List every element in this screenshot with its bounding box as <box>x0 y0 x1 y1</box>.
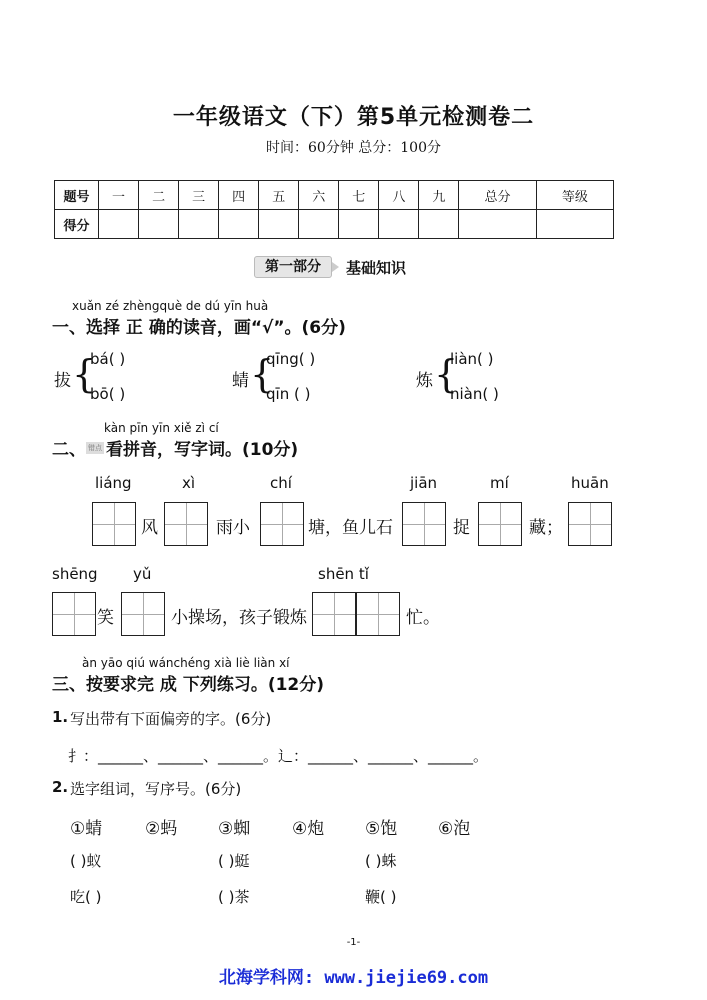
q2-stamp: 错点 <box>88 444 102 452</box>
q1-title: 一、选择 正 确的读音，画“√”。(6分) <box>52 318 346 338</box>
pinyin-label: shēn tǐ <box>318 565 369 583</box>
q3-option: ⑥泡 <box>438 819 471 839</box>
score-cell[interactable] <box>299 210 339 239</box>
writing-box[interactable] <box>356 592 400 636</box>
q3-pinyin: àn yāo qiú wánchéng xià liè liàn xí <box>82 656 290 670</box>
page-number: -1- <box>346 937 361 948</box>
q1-option[interactable]: bá( ) <box>90 350 126 368</box>
q2-text: 藏； <box>529 518 563 538</box>
writing-box[interactable] <box>478 502 522 546</box>
q2-text: 塘，鱼儿石 <box>308 518 393 538</box>
q3-sub1-answer-line[interactable]: 扌：______、______、______。辶：______、______、______。 <box>68 747 489 765</box>
score-col: 等级 <box>536 181 613 210</box>
part-label: 第一部分 <box>254 256 332 278</box>
q3-option: ⑤饱 <box>365 819 398 839</box>
q1-char-2: 蜻 <box>232 371 249 391</box>
writing-box[interactable] <box>52 592 96 636</box>
score-col: 七 <box>339 181 379 210</box>
q1-pinyin: xuǎn zé zhèngquè de dú yīn huà <box>72 299 269 313</box>
score-col: 三 <box>179 181 219 210</box>
score-table-header-row <box>55 181 614 210</box>
score-col: 九 <box>419 181 459 210</box>
score-col: 六 <box>299 181 339 210</box>
q3-title: 三、按要求完 成 下列练习。(12分) <box>52 675 325 695</box>
score-col: 二 <box>139 181 179 210</box>
pinyin-label: yǔ <box>133 565 152 583</box>
score-col: 八 <box>379 181 419 210</box>
score-cell[interactable] <box>99 210 139 239</box>
q3-blank[interactable]: 鞭( ) <box>365 888 397 906</box>
pinyin-label: shēng <box>52 565 98 583</box>
q1-option[interactable]: liàn( ) <box>450 350 494 368</box>
exam-info: 时间：60分钟 总分：100分 <box>266 140 441 156</box>
q2-text: 风 <box>141 518 158 538</box>
q3-sub1-number: 1. <box>52 708 69 726</box>
brace-icon: { <box>72 352 97 396</box>
score-cell[interactable] <box>259 210 299 239</box>
q3-blank[interactable]: ( )蜓 <box>218 852 250 870</box>
score-table-row-label: 得分 <box>55 210 99 239</box>
q1-char-3: 炼 <box>416 371 433 391</box>
brace-icon: { <box>250 352 275 396</box>
score-table-score-row <box>55 210 614 239</box>
q3-option: ③蜘 <box>218 819 251 839</box>
q3-blank[interactable]: ( )蚁 <box>70 852 102 870</box>
q2-title: 看拼音，写字词。(10分) <box>106 440 299 460</box>
page-title: 一年级语文（下）第5单元检测卷二 <box>172 105 535 130</box>
writing-box[interactable] <box>92 502 136 546</box>
q3-option: ②蚂 <box>145 819 178 839</box>
q2-pinyin: kàn pīn yīn xiě zì cí <box>104 421 219 435</box>
pinyin-label: jiān <box>410 474 438 492</box>
score-cell[interactable] <box>419 210 459 239</box>
score-cell[interactable] <box>379 210 419 239</box>
q1-char-1: 拔 <box>54 371 71 391</box>
pinyin-label: xì <box>182 474 196 492</box>
writing-box[interactable] <box>312 592 356 636</box>
pinyin-label: mí <box>490 474 509 492</box>
pinyin-label: chí <box>270 474 292 492</box>
q2-text: 捉 <box>453 518 470 538</box>
q1-option[interactable]: bō( ) <box>90 385 126 403</box>
q1-option[interactable]: qīn ( ) <box>266 385 311 403</box>
q2-text: 小操场，孩子锻炼 <box>171 608 307 628</box>
writing-box[interactable] <box>260 502 304 546</box>
writing-box[interactable] <box>402 502 446 546</box>
pinyin-label: huān <box>571 474 609 492</box>
q1-option[interactable]: niàn( ) <box>450 385 499 403</box>
score-col: 一 <box>99 181 139 210</box>
part-arrow-icon <box>332 262 339 272</box>
q3-option: ①蜻 <box>70 819 103 839</box>
score-cell[interactable] <box>339 210 379 239</box>
score-cell[interactable] <box>219 210 259 239</box>
writing-box[interactable] <box>568 502 612 546</box>
brace-icon: { <box>434 352 459 396</box>
q2-prefix: 二、 <box>52 440 86 460</box>
score-col: 五 <box>259 181 299 210</box>
score-table <box>54 180 614 239</box>
score-col: 四 <box>219 181 259 210</box>
footer-watermark: 北海学科网: www.jiejie69.com <box>218 968 489 988</box>
q3-sub2-title: 选字组词，写序号。(6分) <box>70 780 242 798</box>
pinyin-label: liáng <box>95 474 132 492</box>
q3-sub1-title: 写出带有下面偏旁的字。(6分) <box>70 710 272 728</box>
part-subtitle: 基础知识 <box>346 259 407 277</box>
writing-box[interactable] <box>121 592 165 636</box>
score-col: 总分 <box>459 181 536 210</box>
score-cell[interactable] <box>179 210 219 239</box>
q3-blank[interactable]: 吃( ) <box>70 888 102 906</box>
writing-box[interactable] <box>164 502 208 546</box>
score-cell[interactable] <box>459 210 536 239</box>
q3-sub2-number: 2. <box>52 778 69 796</box>
q3-blank[interactable]: ( )蛛 <box>365 852 397 870</box>
q3-option: ④炮 <box>292 819 325 839</box>
q1-option[interactable]: qīng( ) <box>266 350 316 368</box>
q2-text: 笑 <box>97 608 114 628</box>
score-table-header-label: 题号 <box>55 181 99 210</box>
score-cell[interactable] <box>139 210 179 239</box>
score-cell[interactable] <box>536 210 613 239</box>
q3-blank[interactable]: ( )茶 <box>218 888 250 906</box>
q2-text: 雨小 <box>216 518 250 538</box>
q2-text: 忙。 <box>406 608 440 628</box>
